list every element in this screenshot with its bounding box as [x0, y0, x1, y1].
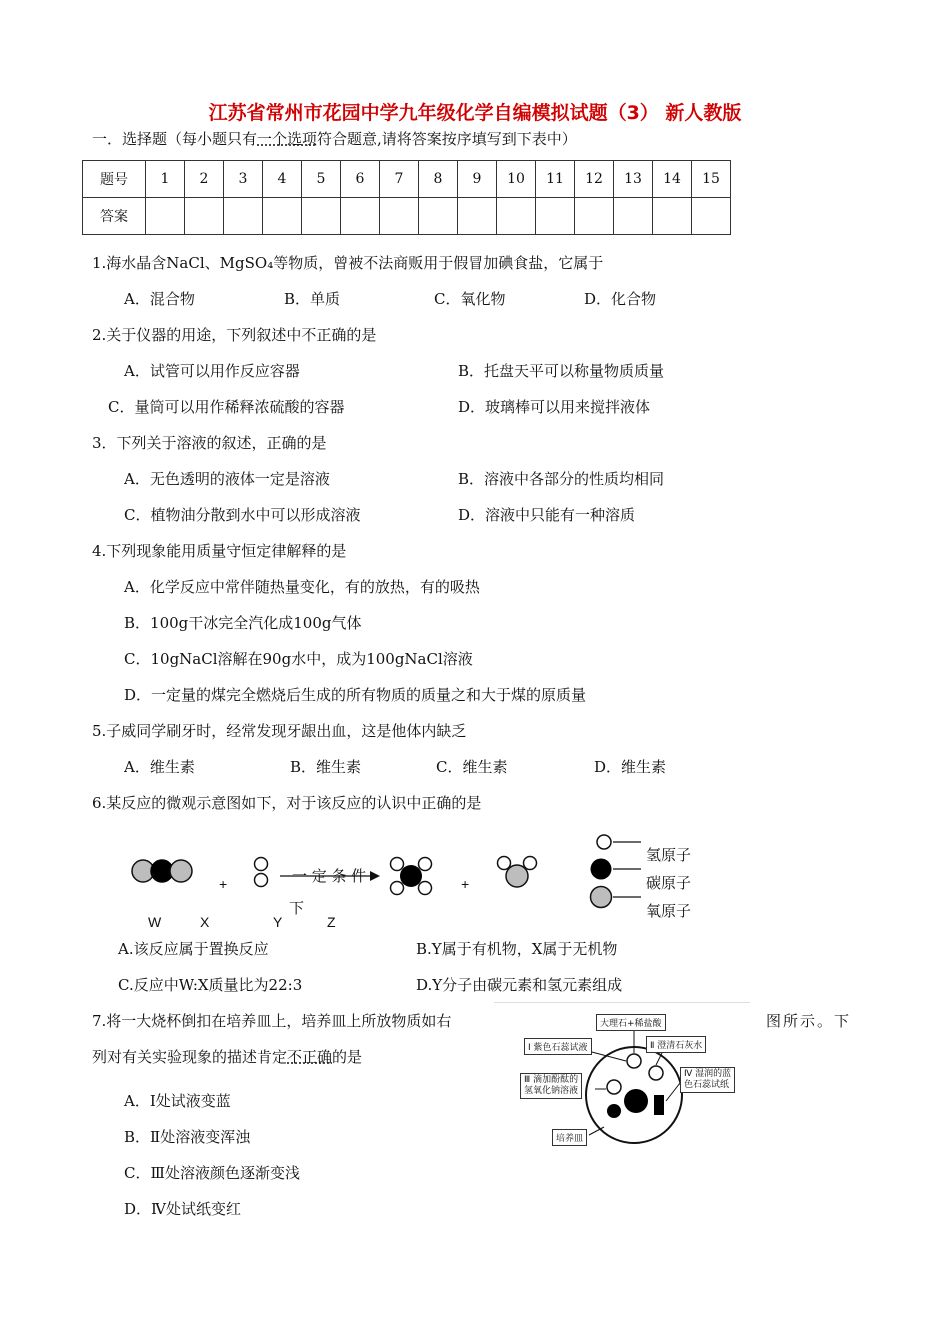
q2-option-d: D．玻璃棒可以用来搅拌液体 — [458, 398, 651, 416]
q6-option-c: C.反应中W:X质量比为22:3 — [118, 976, 303, 994]
table-number-cell: 6 — [341, 161, 380, 198]
q7-stem2-post: 的是 — [332, 1048, 363, 1066]
legend-carbon-label: 碳原子 — [646, 874, 692, 892]
question-1-stem: 1.海水晶含NaCl、MgSO₄等物质，曾被不法商贩用于假冒加碘食盐，它属于 — [92, 254, 604, 272]
q1-option-c: C．氧化物 — [434, 290, 506, 308]
well-ii-icon — [649, 1066, 663, 1080]
table-number-cell: 8 — [419, 161, 458, 198]
w-oxygen-atom — [132, 860, 154, 882]
q6-option-d: D.Y分子由碳元素和氢元素组成 — [416, 976, 623, 994]
question-7-stem-end: 图所示。下 — [766, 1012, 852, 1030]
answer-cell[interactable] — [458, 198, 497, 235]
label-iv-line2: 色石蕊试纸 — [684, 1080, 730, 1090]
table-number-cell: 2 — [185, 161, 224, 198]
q3-option-b: B．溶液中各部分的性质均相同 — [458, 470, 665, 488]
y-hydrogen-atom — [391, 858, 404, 871]
label-w: W — [148, 914, 162, 930]
q2-option-a: A．试管可以用作反应容器 — [124, 362, 300, 380]
plus-sign: + — [461, 876, 470, 892]
answer-cell[interactable] — [575, 198, 614, 235]
question-3-stem: 3．下列关于溶液的叙述，正确的是 — [92, 434, 327, 452]
legend-hydrogen-icon — [597, 835, 611, 849]
label-z: Z — [327, 914, 336, 930]
question-6-stem: 6.某反应的微观示意图如下，对于该反应的认识中正确的是 — [92, 794, 482, 812]
table-number-cell: 14 — [653, 161, 692, 198]
answer-cell[interactable] — [536, 198, 575, 235]
reaction-condition: 一 定 条 件 — [292, 867, 367, 885]
answer-cell[interactable] — [263, 198, 302, 235]
y-hydrogen-atom — [391, 882, 404, 895]
label-dish: 培养皿 — [552, 1129, 587, 1146]
label-y: Y — [273, 914, 283, 930]
q7-option-b: B．Ⅱ处溶液变浑浊 — [124, 1128, 251, 1146]
answer-table-row-answers — [83, 198, 731, 235]
table-number-cell: 15 — [692, 161, 731, 198]
reaction-condition-line2: 下 — [289, 899, 305, 917]
q5-option-d: D．维生素 — [594, 758, 667, 776]
q5-option-c: C．维生素 — [436, 758, 508, 776]
section-heading-pre: 一．选择题（每小题只有 — [92, 130, 258, 148]
q4-option-a: A．化学反应中常伴随热量变化，有的放热，有的吸热 — [124, 578, 480, 596]
q1-option-d: D．化合物 — [584, 290, 657, 308]
legend-carbon-icon — [591, 859, 612, 880]
plus-sign: + — [219, 876, 228, 892]
x-hydrogen-atom — [255, 858, 268, 871]
z-hydrogen-atom — [524, 857, 537, 870]
well-i-icon — [627, 1054, 641, 1068]
table-number-cell: 1 — [146, 161, 185, 198]
answer-cell[interactable] — [302, 198, 341, 235]
x-hydrogen-atom — [255, 874, 268, 887]
w-oxygen-atom — [170, 860, 192, 882]
q4-option-d: D．一定量的煤完全燃烧后生成的所有物质的质量之和大于煤的原质量 — [124, 686, 587, 704]
answer-cell[interactable] — [224, 198, 263, 235]
section-heading-emph: 一个选项 — [257, 130, 318, 148]
y-hydrogen-atom — [419, 882, 432, 895]
table-header-answer: 答案 — [83, 198, 146, 235]
legend-hydrogen-label: 氢原子 — [646, 846, 692, 864]
label-iv — [680, 1067, 735, 1093]
label-iii-line2: 氢氧化钠溶液 — [524, 1086, 579, 1096]
label-iii-line1: Ⅲ 滴加酚酞的 — [524, 1075, 579, 1085]
q7-stem2-pre: 列对有关实验现象的描述肯定 — [92, 1048, 288, 1066]
label-ii: Ⅱ 澄清石灰水 — [646, 1036, 706, 1053]
test-paper-icon — [654, 1095, 664, 1115]
label-x: X — [200, 914, 210, 930]
table-number-cell: 5 — [302, 161, 341, 198]
y-carbon-atom — [400, 865, 422, 887]
label-iv-line1: Ⅳ 湿润的蓝 — [684, 1069, 732, 1079]
question-2-stem: 2.关于仪器的用途，下列叙述中不正确的是 — [92, 326, 377, 344]
q6-option-a: A.该反应属于置换反应 — [118, 940, 269, 958]
question-7-stem: 7.将一大烧杯倒扣在培养皿上，培养皿上所放物质如右 — [92, 1012, 452, 1030]
q2-option-c: C．量筒可以用作稀释浓硫酸的容器 — [108, 398, 345, 416]
label-iii — [520, 1073, 582, 1099]
q2-option-b: B．托盘天平可以称量物质质量 — [458, 362, 665, 380]
q6-option-b: B.Y属于有机物，X属于无机物 — [416, 940, 618, 958]
answer-table-row-numbers — [83, 161, 731, 198]
table-number-cell: 10 — [497, 161, 536, 198]
answer-cell[interactable] — [653, 198, 692, 235]
arrow-head — [370, 871, 380, 881]
y-hydrogen-atom — [419, 858, 432, 871]
question-5-stem: 5.子威同学刷牙时，经常发现牙龈出血，这是他体内缺乏 — [92, 722, 467, 740]
legend-oxygen-label: 氧原子 — [646, 902, 692, 920]
page-title: 江苏省常州市花园中学九年级化学自编模拟试题（3） 新人教版 — [208, 102, 742, 124]
q4-option-c: C．10gNaCl溶解在90g水中，成为100gNaCl溶液 — [124, 650, 473, 668]
answer-cell[interactable] — [692, 198, 731, 235]
z-hydrogen-atom — [498, 857, 511, 870]
table-number-cell: 9 — [458, 161, 497, 198]
q7-option-d: D．Ⅳ处试纸变红 — [124, 1200, 242, 1218]
label-marble-acid: 大理石+稀盐酸 — [596, 1014, 666, 1031]
answer-cell[interactable] — [146, 198, 185, 235]
table-header-number: 题号 — [83, 161, 146, 198]
section-heading — [92, 128, 577, 149]
center-beaker-icon — [624, 1089, 648, 1113]
answer-table — [82, 160, 731, 235]
well-iii-icon — [607, 1080, 621, 1094]
q1-option-a: A．混合物 — [124, 290, 195, 308]
q5-option-b: B．维生素 — [290, 758, 362, 776]
question-7-stem-line2 — [92, 1046, 362, 1067]
table-number-cell: 13 — [614, 161, 653, 198]
q3-option-d: D．溶液中只能有一种溶质 — [458, 506, 636, 524]
q7-stem2-emph: 不正确 — [287, 1048, 333, 1066]
table-number-cell: 7 — [380, 161, 419, 198]
q3-option-c: C．植物油分散到水中可以形成溶液 — [124, 506, 361, 524]
q3-option-a: A．无色透明的液体一定是溶液 — [124, 470, 330, 488]
answer-cell[interactable] — [419, 198, 458, 235]
table-number-cell: 4 — [263, 161, 302, 198]
z-oxygen-atom — [506, 865, 528, 887]
label-i: Ⅰ 紫色石蕊试液 — [524, 1038, 592, 1055]
petri-dish-figure — [494, 1002, 750, 1151]
answer-cell[interactable] — [497, 198, 536, 235]
answer-cell[interactable] — [380, 198, 419, 235]
question-4-stem: 4.下列现象能用质量守恒定律解释的是 — [92, 542, 347, 560]
q7-option-c: C．Ⅲ处溶液颜色逐渐变浅 — [124, 1164, 300, 1182]
q5-option-a: A．维生素 — [124, 758, 195, 776]
q1-option-b: B．单质 — [284, 290, 341, 308]
q4-option-b: B．100g干冰完全汽化成100g气体 — [124, 614, 362, 632]
answer-cell[interactable] — [614, 198, 653, 235]
w-carbon-atom — [151, 860, 173, 882]
answer-cell[interactable] — [341, 198, 380, 235]
table-number-cell: 11 — [536, 161, 575, 198]
legend-oxygen-icon — [591, 887, 612, 908]
table-number-cell: 12 — [575, 161, 614, 198]
section-heading-post: 符合题意,请将答案按序填写到下表中） — [317, 130, 577, 148]
answer-cell[interactable] — [185, 198, 224, 235]
q7-option-a: A．Ⅰ处试液变蓝 — [124, 1092, 231, 1110]
well-dot-icon — [607, 1104, 621, 1118]
table-number-cell: 3 — [224, 161, 263, 198]
